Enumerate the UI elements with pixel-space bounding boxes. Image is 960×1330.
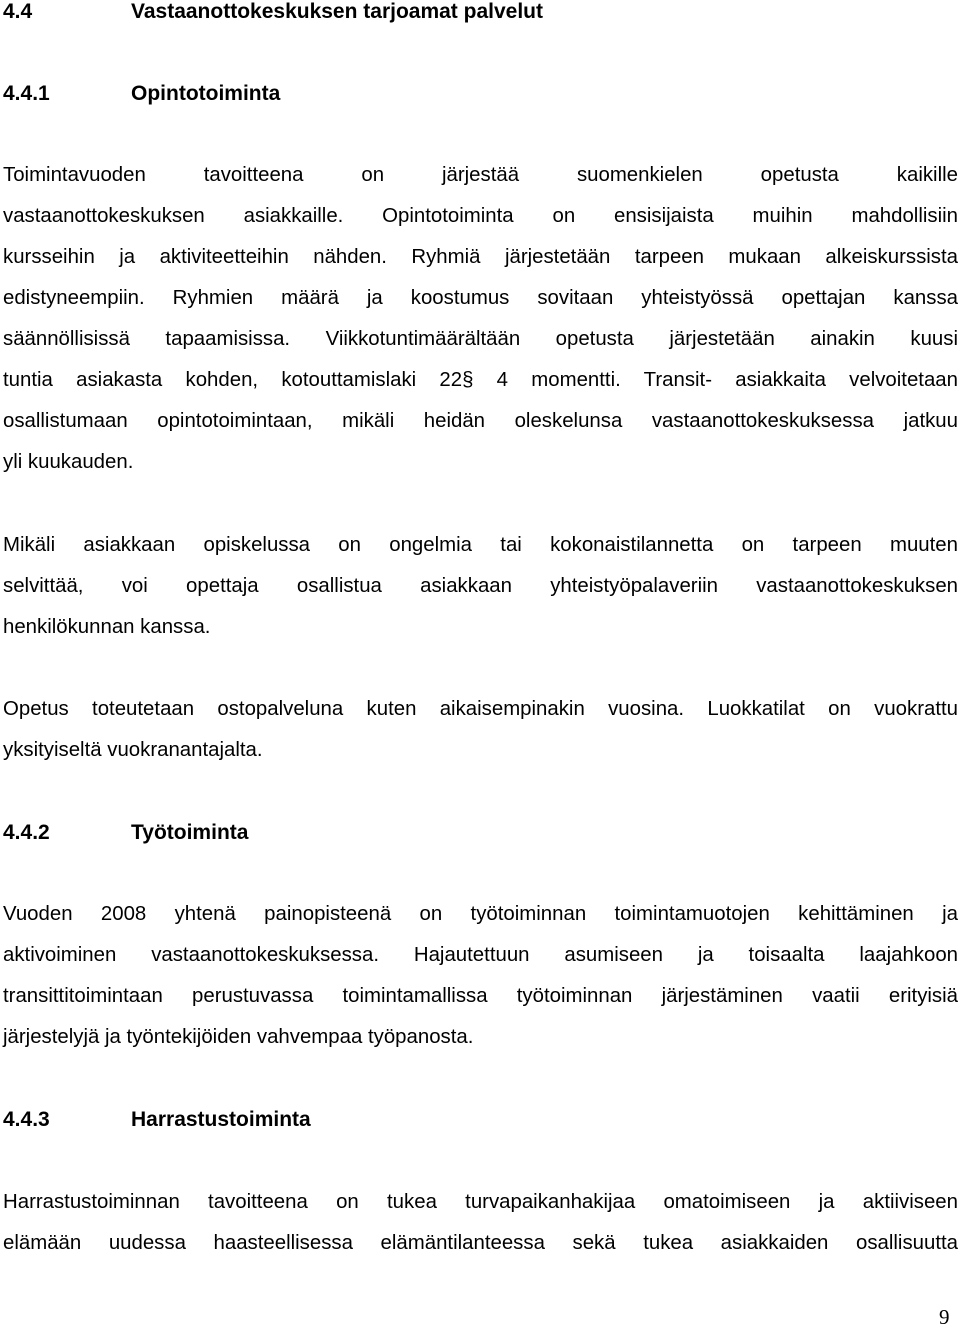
text-line: osallistumaan opintotoimintaan, mikäli heidän oleskelunsa vastaanottokeskuksessa jatkuu [3, 410, 958, 432]
text-line: säännöllisissä tapaamisissa. Viikkotuntimäärältään opetusta järjestetään ainakin kuusi [3, 328, 958, 350]
section-heading-4-4-1 [3, 82, 280, 106]
section-title: Opintotoiminta [131, 82, 281, 105]
text-line: aktivoiminen vastaanottokeskuksessa. Hajautettuun asumiseen ja toisaalta laajahkoon [3, 944, 958, 966]
section-heading-4-4-3 [3, 1108, 311, 1132]
section-number: 4.4.3 [3, 1108, 50, 1131]
text-line: kursseihin ja aktiviteetteihin nähden. Ryhmiä järjestetään tarpeen mukaan alkeiskurssista [3, 246, 958, 268]
text-line: transittitoimintaan perustuvassa toimintamallissa työtoiminnan järjestäminen vaatii erityisiä [3, 985, 958, 1007]
text-line: yksityiseltä vuokranantajalta. [3, 739, 263, 761]
paragraph-tyotoiminta [3, 894, 958, 1058]
section-number: 4.4.2 [3, 821, 50, 844]
text-line: edistyneempiin. Ryhmien määrä ja koostumus sovitaan yhteistyössä opettajan kanssa [3, 287, 958, 309]
section-title: Harrastustoiminta [131, 1108, 311, 1131]
paragraph-opintotoiminta-1 [3, 155, 958, 483]
text-line: yli kuukauden. [3, 451, 134, 473]
section-heading-4-4-2 [3, 821, 248, 845]
paragraph-opintotoiminta-2 [3, 525, 958, 648]
paragraph-harrastustoiminta [3, 1182, 958, 1264]
section-number: 4.4 [3, 0, 33, 23]
text-line: Vuoden 2008 yhtenä painopisteenä on työtoiminnan toimintamuotojen kehittäminen ja [3, 903, 958, 925]
text-line: elämään uudessa haasteellisessa elämäntilanteessa sekä tukea asiakkaiden osallisuutta [3, 1232, 958, 1254]
section-number: 4.4.1 [3, 82, 50, 105]
text-line: Mikäli asiakkaan opiskelussa on ongelmia tai kokonaistilannetta on tarpeen muuten [3, 534, 958, 556]
text-line: tuntia asiakasta kohden, kotouttamislaki 22§ 4 momentti. Transit- asiakkaita velvoitetaan [3, 369, 958, 391]
text-line: Harrastustoiminnan tavoitteena on tukea turvapaikanhakijaa omatoimiseen ja aktiiviseen [3, 1191, 958, 1213]
page-number: 9 [939, 1305, 950, 1329]
section-title: Vastaanottokeskuksen tarjoamat palvelut [131, 0, 543, 23]
text-line: Opetus toteutetaan ostopalveluna kuten aikaisempinakin vuosina. Luokkatilat on vuokrattu [3, 698, 958, 720]
text-line: Toimintavuoden tavoitteena on järjestää suomenkielen opetusta kaikille [3, 164, 958, 186]
text-line: vastaanottokeskuksen asiakkaille. Opintotoiminta on ensisijaista muihin mahdollisiin [3, 205, 958, 227]
section-heading-4-4 [3, 0, 543, 24]
section-title: Työtoiminta [131, 821, 249, 844]
text-line: selvittää, voi opettaja osallistua asiakkaan yhteistyöpalaveriin vastaanottokeskuksen [3, 575, 958, 597]
paragraph-opintotoiminta-3 [3, 689, 958, 771]
text-line: henkilökunnan kanssa. [3, 616, 211, 638]
text-line: järjestelyjä ja työntekijöiden vahvempaa työpanosta. [3, 1026, 474, 1048]
